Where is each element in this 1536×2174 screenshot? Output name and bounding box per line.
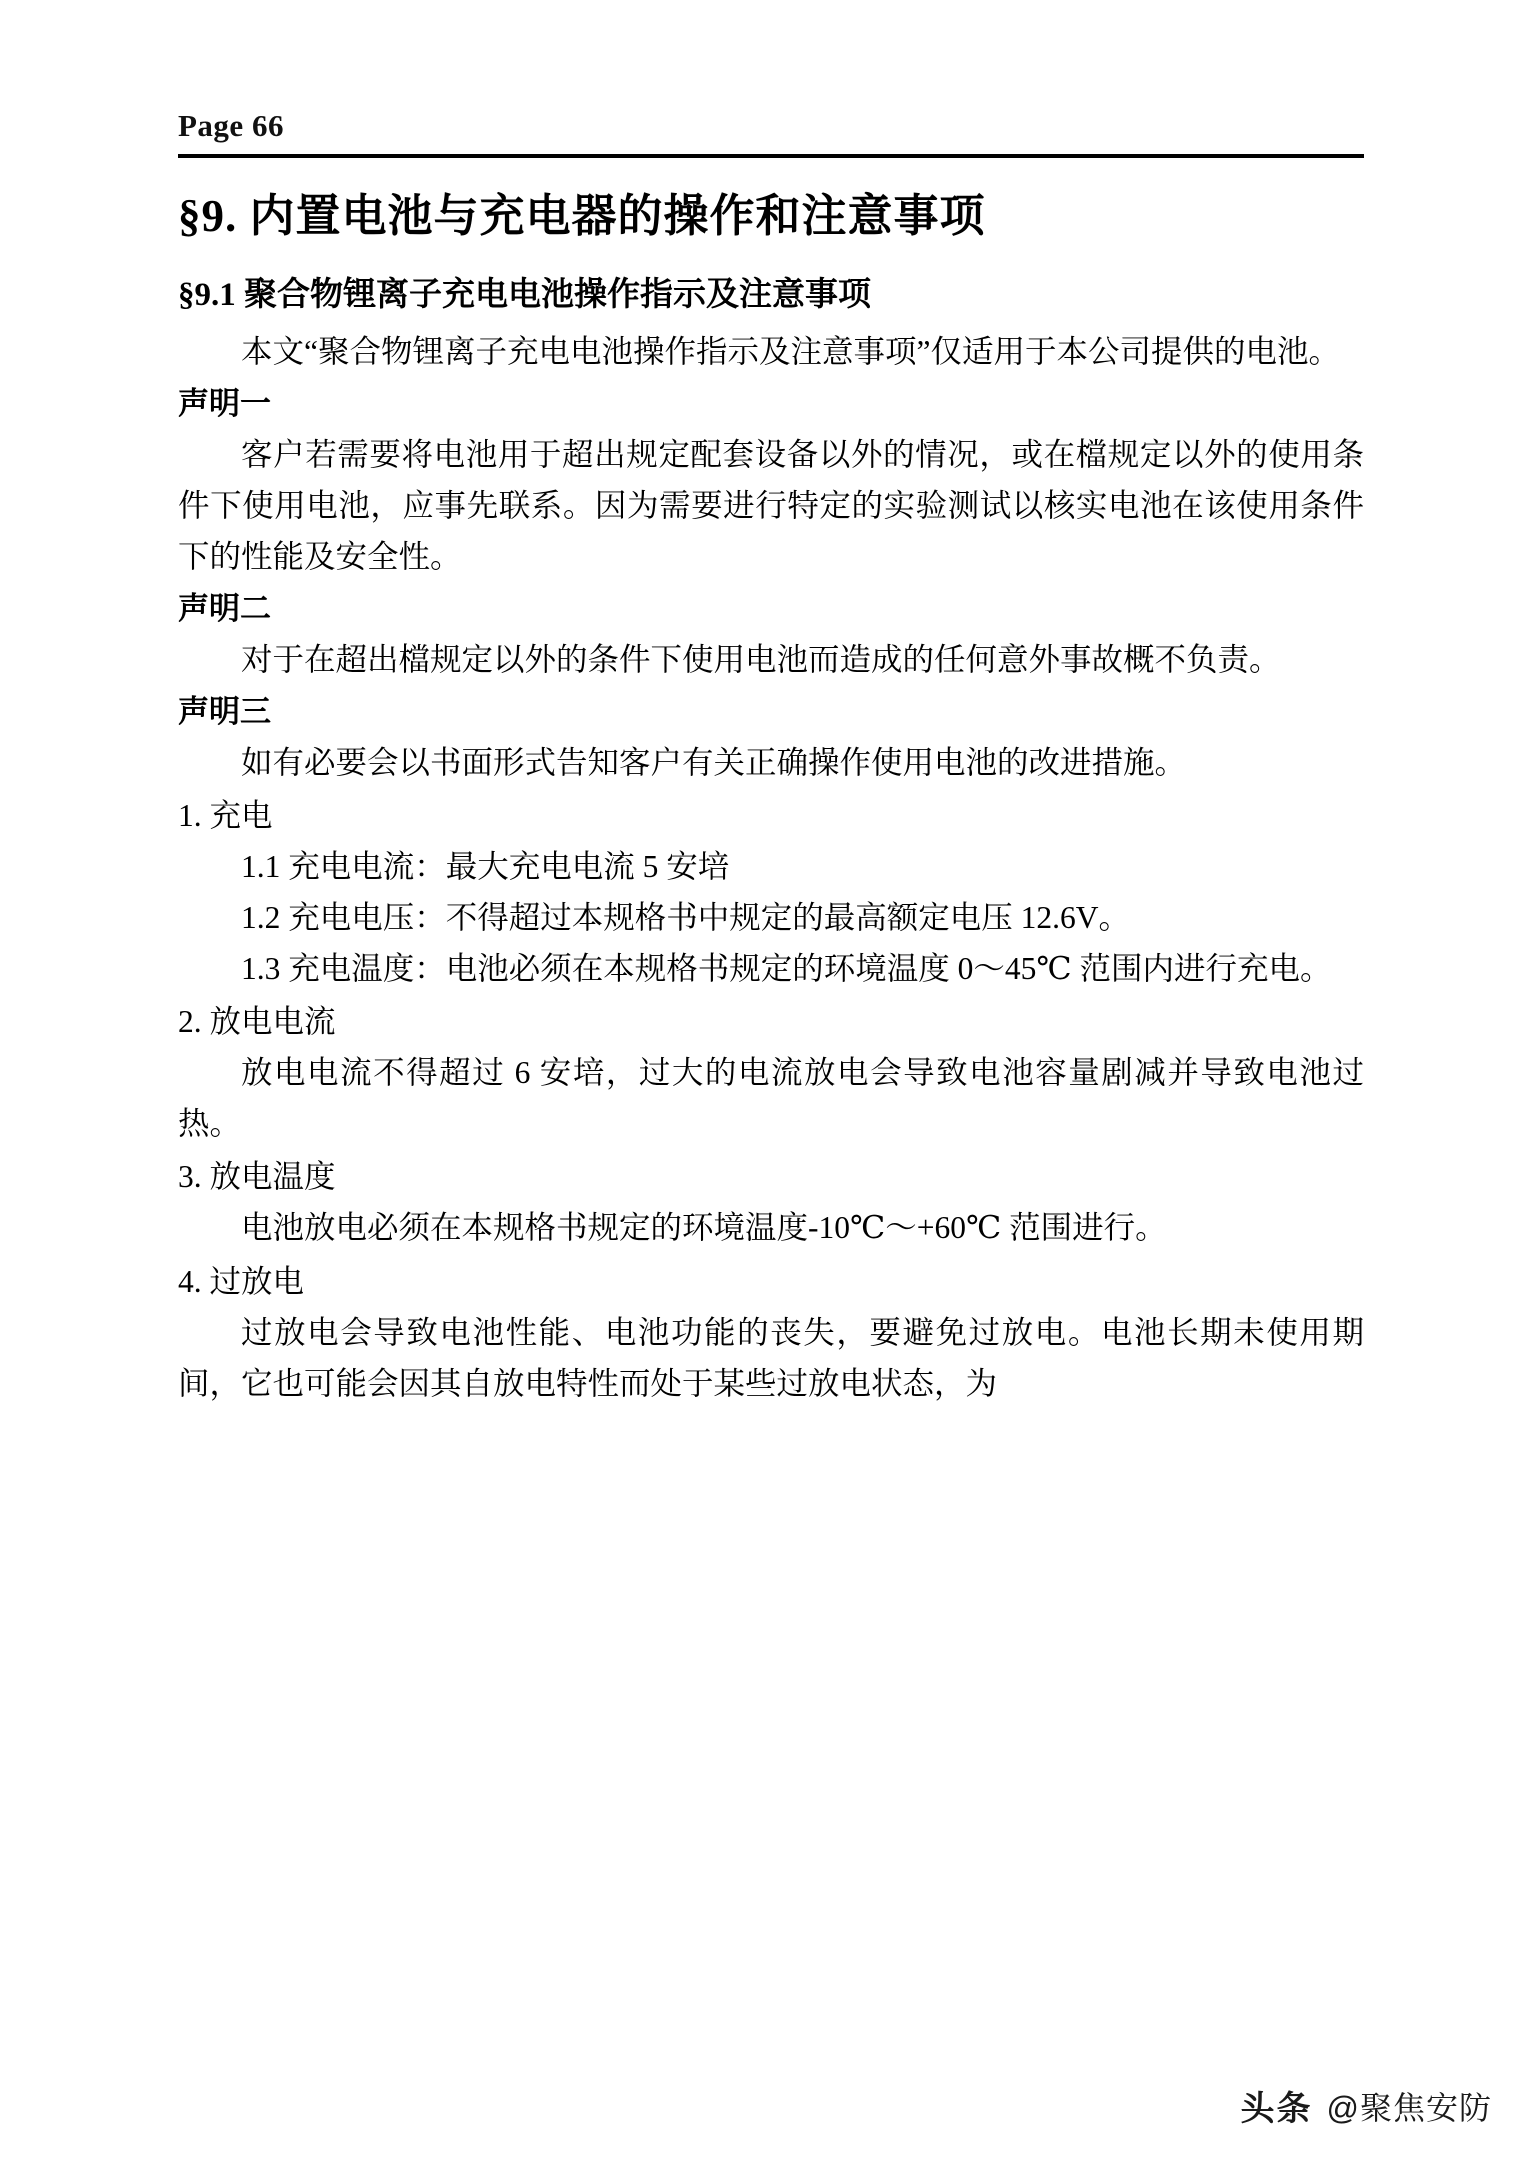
page-number-header: Page 66	[178, 108, 284, 143]
item-subitem-1-1: 1.1 充电电流：最大充电电流 5 安培	[241, 849, 730, 885]
item-heading-1: 1. 充电	[178, 798, 273, 834]
statement-text-2: 对于在超出檔规定以外的条件下使用电池而造成的任何意外事故概不负责。	[241, 642, 1281, 678]
watermark	[1241, 2081, 1493, 2130]
toutiao-logo: 头条	[1240, 2090, 1313, 2128]
statement-label-1: 声明一	[178, 385, 271, 421]
item-heading-4: 4. 过放电	[178, 1263, 305, 1299]
section-heading: §9.1 聚合物锂离子充电电池操作指示及注意事项	[178, 276, 871, 313]
watermark-account-name: @聚焦安防	[1326, 2089, 1492, 2126]
item-subitem-1-3: 1.3 充电温度：电池必须在本规格书规定的环境温度 0～45℃ 范围内进行充电。	[241, 951, 1332, 987]
item-subitem-1-2: 1.2 充电电压：不得超过本规格书中规定的最高额定电压 12.6V。	[241, 900, 1131, 936]
statement-label-2: 声明二	[178, 590, 271, 626]
item-body-3: 电池放电必须在本规格书规定的环境温度-10℃～+60℃ 范围进行。	[241, 1210, 1167, 1246]
item-heading-3: 3. 放电温度	[178, 1159, 336, 1195]
intro-paragraph: 本文“聚合物锂离子充电电池操作指示及注意事项”仅适用于本公司提供的电池。	[241, 333, 1340, 369]
statement-text-3: 如有必要会以书面形式告知客户有关正确操作使用电池的改进措施。	[241, 745, 1187, 781]
statement-text-1: 客户若需要将电池用于超出规定配套设备以外的情况，或在檔规定以外的使用条件下使用电池，应事先联系。因为需要进行特定的实验测试以核实电池在该使用条件下的性能及安全性。	[178, 436, 1364, 574]
item-body-4: 过放电会导致电池性能、电池功能的丧失，要避免过放电。电池长期未使用期间，它也可能会因其自放电特性而处于某些过放电状态，为	[178, 1314, 1364, 1401]
item-heading-2: 2. 放电电流	[178, 1004, 336, 1040]
item-body-2: 放电电流不得超过 6 安培，过大的电流放电会导致电池容量剧减并导致电池过热。	[178, 1055, 1364, 1142]
statement-label-3: 声明三	[178, 694, 271, 730]
page-content	[178, 108, 1364, 1411]
header-divider	[178, 154, 1364, 158]
chapter-title: §9. 内置电池与充电器的操作和注意事项	[178, 191, 986, 242]
